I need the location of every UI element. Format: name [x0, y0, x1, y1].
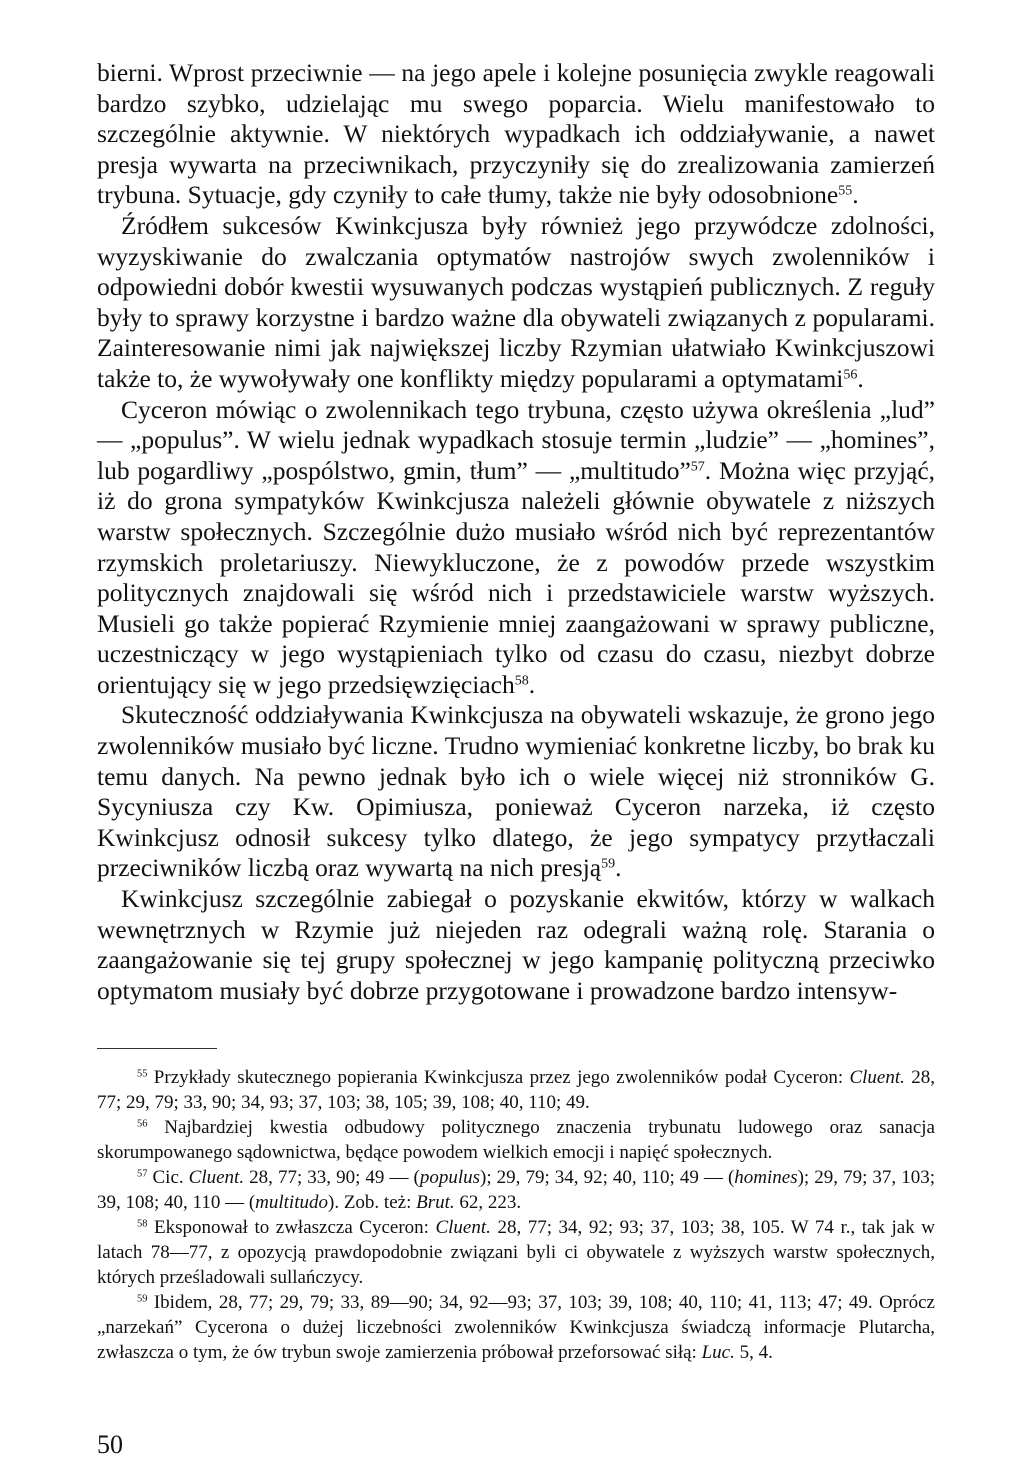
paragraph-text: Cyceron mówiąc o zwolennikach tego trybuna, często używa określenia „lud” — „populus”. W wielu jednak wypadkach stosuje termin „ludzie” — „homines”, lub pogardliwy „pospólstwo, gmin, tłum” — „multitudo” [97, 394, 935, 485]
footnote-italic: Cluent. [849, 1067, 905, 1088]
footnote-ref: 58 [514, 673, 529, 689]
paragraph: Źródłem sukcesów Kwinkcjusza były również jego przywódcze zdolności, wyzyskiwanie do zwalczania optymatów nastrojów swych zwolenników i odpowiedni dobór kwestii wysuwanych podczas wystąpień publicznych. Z reguły były to sprawy korzystne i bardzo ważne dla obywateli związanych z popularami. Zainteresowanie nimi jak największej liczby Rzymian ułatwiało Kwinkcjuszowi także to, że wywoływały one konflikty między popularami a optymatami$^{56}$. [97, 210, 935, 393]
footnote-text: 28, 77; 29, 79; 33, 90; 34, 93; 37, 103; 38, 105; 39, 108; 40, 110; 49. [97, 1067, 936, 1113]
footnote-italic: Cluent. [435, 1217, 491, 1238]
footnote-italic: multitudo [255, 1192, 328, 1213]
paragraph: bierni. Wprost przeciwnie — na jego apele i kolejne posunięcia zwykle reagowali bardzo szybko, udzielając mu swego poparcia. Wielu manifestowało to szczególnie aktywnie. W niektórych wypadkach ich oddziaływanie, a nawet presja wywarta na przeciwnikach, przyczyniły się do zrealizowania zamierzeń trybuna. Sytuacje, gdy czyniły to całe tłumy, także nie były odosobnione$^{55}$. [97, 58, 935, 210]
paragraph-text: Źródłem sukcesów Kwinkcjusza były również jego przywódcze zdolności, wyzyskiwanie do zwalczania optymatów nastrojów swych zwolenników i odpowiedni dobór kwestii wysuwanych podczas wystąpień publicznych. Z reguły były to sprawy korzystne i bardzo ważne dla obywateli związanych z popularami. Zainteresowanie nimi jak największej liczby Rzymian ułatwiało Kwinkcjuszowi także to, że wywoływały one konflikty między popularami a optymatami [97, 210, 935, 393]
footnote-text: Eksponował to zwłaszcza Cyceron: [147, 1217, 436, 1238]
footnote-number: 55 [137, 1068, 148, 1080]
footnote-text: 28, 77; 34, 92; 93; 37, 103; 38, 105. W 74 r., tak jak w latach 78—77, z opozycją prawdopodobnie związani byli ci obywatele z wyższych warstw społecznych, których prześladowali sullańczycy. [97, 1217, 935, 1288]
footnote-italic: Brut. [416, 1192, 455, 1213]
page-number: 50 [97, 1430, 123, 1459]
footnote-text: 5, 4. [734, 1342, 773, 1363]
paragraph-text: bierni. Wprost przeciwnie — na jego apele i kolejne posunięcia zwykle reagowali bardzo szybko, udzielając mu swego poparcia. Wielu manifestowało to szczególnie aktywnie. W niektórych wypadkach ich oddziaływanie, a nawet presja wywarta na przeciwnikach, przyczyniły się do zrealizowania zamierzeń trybuna. Sytuacje, gdy czyniły to całe tłumy, także nie były odosobnione [97, 58, 935, 210]
footnote-58 [97, 1215, 935, 1290]
footnote-56 [97, 1115, 935, 1165]
footnote-number: 57 [137, 1168, 148, 1180]
footnote-ref: 57 [690, 459, 705, 475]
footnote-text: ); 29, 79; 37, 103; 39, 108; 40, 110 — ( [97, 1167, 935, 1213]
footnote-text: Cic. [147, 1167, 189, 1188]
main-text [97, 58, 935, 1006]
footnote-italic: Luc. [701, 1342, 735, 1363]
footnote-number: 59 [137, 1293, 148, 1305]
footnote-text: ). Zob. też: [328, 1192, 417, 1213]
footnote-text: Przykłady skutecznego popierania Kwinkcjusza przez jego zwolenników podał Cyceron: [147, 1067, 850, 1088]
footnotes [97, 1048, 935, 1365]
paragraph-text: Kwinkcjusz szczególnie zabiegał o pozyskanie ekwitów, którzy w walkach wewnętrznych w Rzymie już niejeden raz odegrali ważną rolę. Starania o zaangażowanie się tej grupy społecznej w jego kampanię polityczną przeciwko optymatom musiały być dobrze przygotowane i prowadzone bardzo intensyw- [97, 884, 935, 1005]
footnote-number: 56 [137, 1118, 148, 1130]
footnote-ref: 56 [843, 367, 858, 383]
footnote-italic: homines [734, 1167, 798, 1188]
footnote-ref: 59 [601, 857, 616, 873]
footnote-separator [97, 1048, 217, 1049]
footnote-text: 62, 223. [454, 1192, 522, 1213]
footnote-text: Ibidem, 28, 77; 29, 79; 33, 89—90; 34, 92—93; 37, 103; 39, 108; 40, 110; 41, 113; 47; 49. Oprócz „narzekań” Cycerona o dużej liczebności zwolenników Kwinkcjusza świadczą informacje Plutarcha, zwłaszcza o tym, że ów trybun swoje zamierzenia próbował przeforsować siłą: [97, 1292, 935, 1363]
footnote-italic: Cluent. [188, 1167, 245, 1188]
footnote-59 [97, 1290, 935, 1365]
paragraph: Cyceron mówiąc o zwolennikach tego trybuna, często używa określenia „lud” — „populus”. W wielu jednak wypadkach stosuje termin „ludzie” — „homines”, lub pogardliwy „pospólstwo, gmin, tłum” — „multitudo”$^{57}$. Można więc przyjąć, iż do grona sympatyków Kwinkcjusza należeli głównie obywatele z niższych warstw społecznych. Szczególnie dużo musiało wśród nich być reprezentantów rzymskich proletariuszy. Niewykluczone, że z powodów przede wszystkim politycznych znajdowali się wśród nich i przedstawiciele warstw wyższych. Musieli go także popierać Rzymienie mniej zaangażowani w sprawy publiczne, uczestniczący w jego wystąpieniach tylko od czasu do czasu, niezbyt dobrze orientujący się w jego przedsięwzięciach$^{58}$. [97, 394, 936, 699]
paragraph-text: Można więc przyjąć, iż do grona sympatyków Kwinkcjusza należeli głównie obywatele z niższych warstw społecznych. Szczególnie dużo musiało wśród nich być reprezentantów rzymskich proletariuszy. Niewykluczone, że z powodów przede wszystkim politycznych znajdowali się wśród nich i przedstawiciele warstw wyższych. Musieli go także popierać Rzymienie mniej zaangażowani w sprawy publiczne, uczestniczący w jego wystąpieniach tylko od czasu do czasu, niezbyt dobrze orientujący się w jego przedsięwzięciach [97, 455, 936, 699]
footnote-ref: 55 [838, 183, 853, 199]
footnote-italic: populus [419, 1167, 481, 1188]
footnote-number: 58 [137, 1218, 148, 1230]
footnote-57 [97, 1165, 935, 1215]
paragraph-text: Skuteczność oddziaływania Kwinkcjusza na obywateli wskazuje, że grono jego zwolenników musiało być liczne. Trudno wymieniać konkretne liczby, bo brak ku temu danych. Na pewno jednak było ich o wiele więcej niż stronników G. Sycyniusza czy Kw. Opimiusza, ponieważ Cyceron narzeka, iż często Kwinkcjusz odnosił sukcesy tylko dlatego, że jego sympatycy przytłaczali przeciwników liczbą oraz wywartą na nich presją [97, 700, 935, 883]
footnote-55 [97, 1065, 935, 1115]
footnote-text: 28, 77; 33, 90; 49 — ( [244, 1167, 420, 1188]
footnote-text: Najbardziej kwestia odbudowy politycznego znaczenia trybunatu ludowego oraz sanacja skorumpowanego sądownictwa, będące powodem wielkich emocji i napięć społecznych. [97, 1117, 935, 1163]
paragraph: Skuteczność oddziaływania Kwinkcjusza na obywateli wskazuje, że grono jego zwolenników musiało być liczne. Trudno wymieniać konkretne liczby, bo brak ku temu danych. Na pewno jednak było ich o wiele więcej niż stronników G. Sycyniusza czy Kw. Opimiusza, ponieważ Cyceron narzeka, iż często Kwinkcjusz odnosił sukcesy tylko dlatego, że jego sympatycy przytłaczali przeciwników liczbą oraz wywartą na nich presją$^{59}$. [97, 700, 935, 883]
page-body [97, 58, 935, 1006]
paragraph [97, 884, 935, 1006]
footnote-text: ); 29, 79; 34, 92; 40, 110; 49 — ( [480, 1167, 735, 1188]
